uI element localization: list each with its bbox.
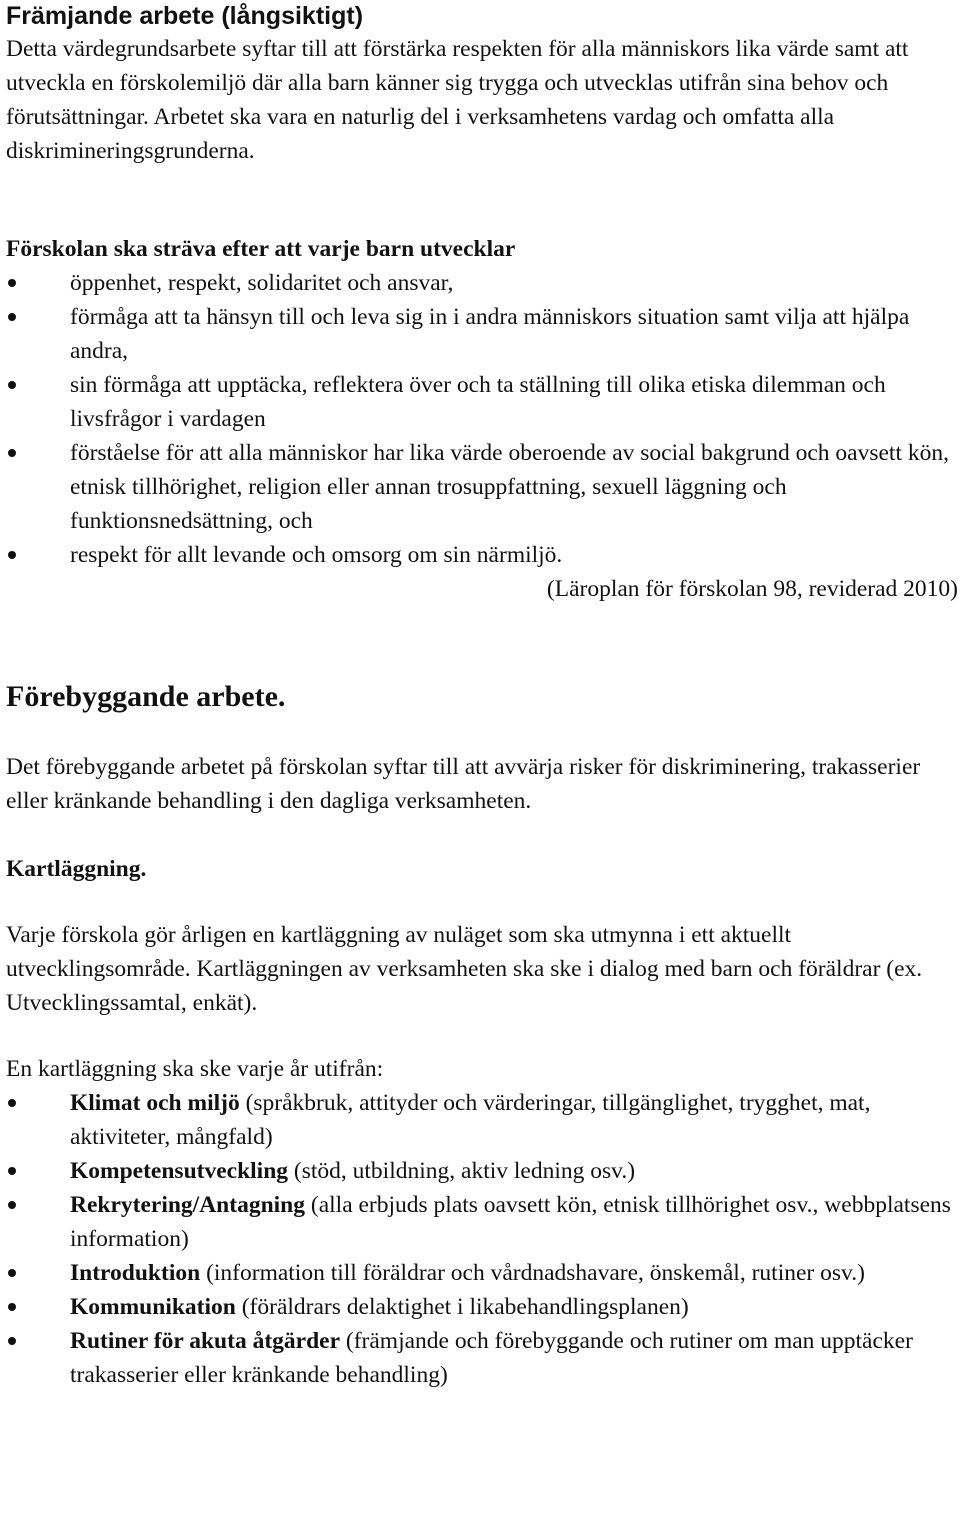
paragraph-forebyggande: Det förebyggande arbetet på förskolan syftar till att avvärja risker för diskriminering, trakasserier eller kränkande behandling i den dagliga verksamheten. (6, 754, 921, 814)
list-item: förmåga att ta hänsyn till och leva sig in i andra människors situation samt vilja att hjälpa andra, (6, 300, 960, 368)
list-item-term: Kompetensutveckling (70, 1158, 289, 1184)
paragraph-kartlaggning: Varje förskola gör årligen en kartläggning av nuläget som ska utmynna i ett aktuellt utvecklingsområde. Kartläggningen av verksamheten ska ske i dialog med barn och föräldrar (ex. Utvecklingssamtal, enkät). (6, 922, 923, 1016)
list-item (6, 1154, 960, 1188)
list-item-desc: (information till föräldrar och vårdnadshavare, önskemål, rutiner osv.) (200, 1260, 865, 1286)
list-item (6, 1290, 960, 1324)
section-heading-kartlaggning: Kartläggning. (6, 856, 147, 882)
list-item-term: Introduktion (70, 1260, 201, 1286)
list-item-term: Rekrytering/Antagning (70, 1192, 305, 1218)
list-item-desc: (främjande och förebyggande och rutiner om man upptäcker trakasserier eller kränkande behandling) (70, 1328, 913, 1388)
list-item: respekt för allt levande och omsorg om sin närmiljö. (6, 538, 960, 572)
paragraph-kartlaggning-intro: En kartläggning ska ske varje år utifrån: (6, 1056, 384, 1082)
list-item: öppenhet, respekt, solidaritet och ansvar, (6, 266, 960, 300)
goals-list (6, 266, 960, 572)
list-item: sin förmåga att upptäcka, reflektera över och ta ställning till olika etiska dilemman och livsfrågor i vardagen (6, 368, 960, 436)
section-heading-forebyggande: Förebyggande arbete. (6, 680, 286, 713)
list-item-desc: (föräldrars delaktighet i likabehandlingsplanen) (235, 1294, 689, 1320)
list-item-term: Klimat och miljö (70, 1090, 240, 1116)
survey-areas-list (6, 1086, 960, 1392)
list-item-term: Kommunikation (70, 1294, 236, 1320)
list-item-term: Rutiner för akuta åtgärder (70, 1328, 341, 1354)
list-item (6, 1256, 960, 1290)
list-item: förståelse för att alla människor har lika värde oberoende av social bakgrund och oavsett kön, etnisk tillhörighet, religion eller annan trosuppfattning, sexuell läggning och funktionsnedsättning, och (6, 436, 960, 538)
list-item (6, 1086, 960, 1154)
citation: (Läroplan för förskolan 98, reviderad 2010) (546, 576, 958, 602)
section-heading-framjande: Främjande arbete (långsiktigt) (6, 2, 364, 30)
paragraph-framjande: Detta värdegrundsarbete syftar till att förstärka respekten för alla människors lika värde samt att utveckla en förskolemiljö där alla barn känner sig trygga och utvecklas utifrån sina behov och förutsättningar. Arbetet ska vara en naturlig del i verksamhetens vardag och omfatta alla diskrimineringsgrunderna. (6, 36, 909, 164)
list-item (6, 1324, 960, 1392)
list-item (6, 1188, 960, 1256)
subheading-forskolan: Förskolan ska sträva efter att varje barn utvecklar (6, 236, 516, 262)
list-item-desc: (alla erbjuds plats oavsett kön, etnisk tillhörighet osv., webbplatsens information) (70, 1192, 951, 1252)
list-item-desc: (stöd, utbildning, aktiv ledning osv.) (288, 1158, 636, 1184)
list-item-desc: (språkbruk, attityder och värderingar, tillgänglighet, trygghet, mat, aktiviteter, mångfald) (70, 1090, 871, 1150)
